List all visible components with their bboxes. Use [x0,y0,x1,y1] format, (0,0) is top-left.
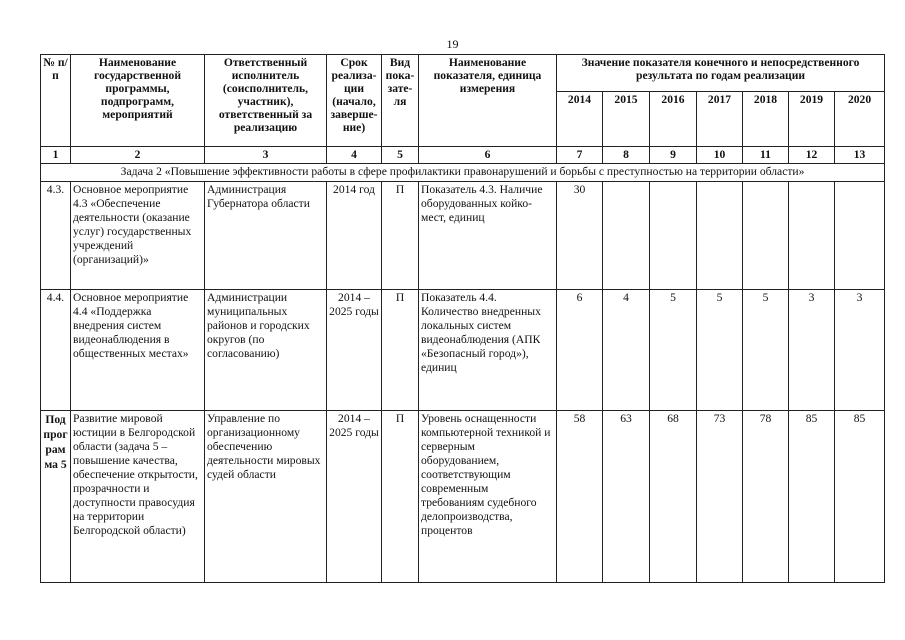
table-row [41,290,885,411]
measure-name: Основное мероприятие 4.4 «Поддержка внедрения систем видеонаблюдения в общественных местах» [71,290,205,411]
value-cell: 73 [697,411,743,583]
table-row [41,182,885,290]
column-number: 12 [789,147,835,164]
header-year: 2020 [835,92,885,147]
value-cell [697,182,743,290]
subprogram-label: Под прог рам ма 5 [41,411,71,583]
value-cell: 30 [557,182,603,290]
header-name: Наименование государственной программы, подпрограмм, мероприятий [71,55,205,147]
value-cell: 63 [603,411,650,583]
column-number: 3 [205,147,327,164]
value-cell [603,182,650,290]
term: 2014 – 2025 годы [327,411,382,583]
value-cell [650,182,697,290]
program-table [40,54,885,583]
executor: Управление по организационному обеспечению деятельности мировых судей области [205,411,327,583]
row-number: 4.3. [41,182,71,290]
page-number: 19 [446,37,459,51]
executor: Администрация Губернатора области [205,182,327,290]
value-cell [743,182,789,290]
value-cell [789,182,835,290]
header-executor: Ответственный исполнитель (соисполнитель, участник), ответственный за реализацию [205,55,327,147]
value-cell: 78 [743,411,789,583]
measure-name: Основное мероприятие 4.3 «Обеспечение деятельности (оказание услуг) государственных учреждений (организаций)» [71,182,205,290]
row-number: 4.4. [41,290,71,411]
table-row [41,411,885,583]
measure-name: Развитие мировой юстиции в Белгородской области (задача 5 – повышение качества, обеспечение открытости, прозрачности и доступности правосудия на территории Белгородской области) [71,411,205,583]
indicator-name: Уровень оснащенности компьютерной техникой и серверным оборудованием, соответствующим современным требованиям судебного делопроизводства, процентов [419,411,557,583]
column-number: 4 [327,147,382,164]
value-cell: 5 [743,290,789,411]
value-cell: 3 [835,290,885,411]
value-cell: 68 [650,411,697,583]
task-row [41,164,885,182]
indicator-kind: П [382,411,419,583]
header-kind: Вид пока-зате-ля [382,55,419,147]
column-number: 5 [382,147,419,164]
executor: Администрации муниципальных районов и городских округов (по согласованию) [205,290,327,411]
value-cell: 85 [835,411,885,583]
header-values-group: Значение показателя конечного и непосредственного результата по годам реализации [557,55,885,92]
column-number: 1 [41,147,71,164]
column-number: 2 [71,147,205,164]
column-number: 6 [419,147,557,164]
value-cell: 6 [557,290,603,411]
header-year: 2017 [697,92,743,147]
indicator-kind: П [382,290,419,411]
value-cell: 3 [789,290,835,411]
column-number: 9 [650,147,697,164]
column-number: 11 [743,147,789,164]
value-cell: 5 [697,290,743,411]
indicator-name: Показатель 4.4. Количество внедренных локальных систем видеонаблюдения (АПК «Безопасный город»), единиц [419,290,557,411]
header-year: 2014 [557,92,603,147]
column-number: 10 [697,147,743,164]
value-cell [835,182,885,290]
column-number: 8 [603,147,650,164]
column-number: 13 [835,147,885,164]
term: 2014 год [327,182,382,290]
header-indicator: Наименование показателя, единица измерения [419,55,557,147]
header-term: Срок реализа-ции (начало, заверше-ние) [327,55,382,147]
indicator-kind: П [382,182,419,290]
header-year: 2018 [743,92,789,147]
header-year: 2019 [789,92,835,147]
header-year: 2016 [650,92,697,147]
header-row [41,55,885,92]
value-cell: 5 [650,290,697,411]
indicator-name: Показатель 4.3. Наличие оборудованных койко-мест, единиц [419,182,557,290]
value-cell: 58 [557,411,603,583]
term: 2014 – 2025 годы [327,290,382,411]
column-number-row [41,147,885,164]
column-number: 7 [557,147,603,164]
task-title: Задача 2 «Повышение эффективности работы в сфере профилактики правонарушений и борьбы с преступностью на территории области» [41,164,885,182]
value-cell: 85 [789,411,835,583]
header-year: 2015 [603,92,650,147]
header-num: № п/п [41,55,71,147]
value-cell: 4 [603,290,650,411]
